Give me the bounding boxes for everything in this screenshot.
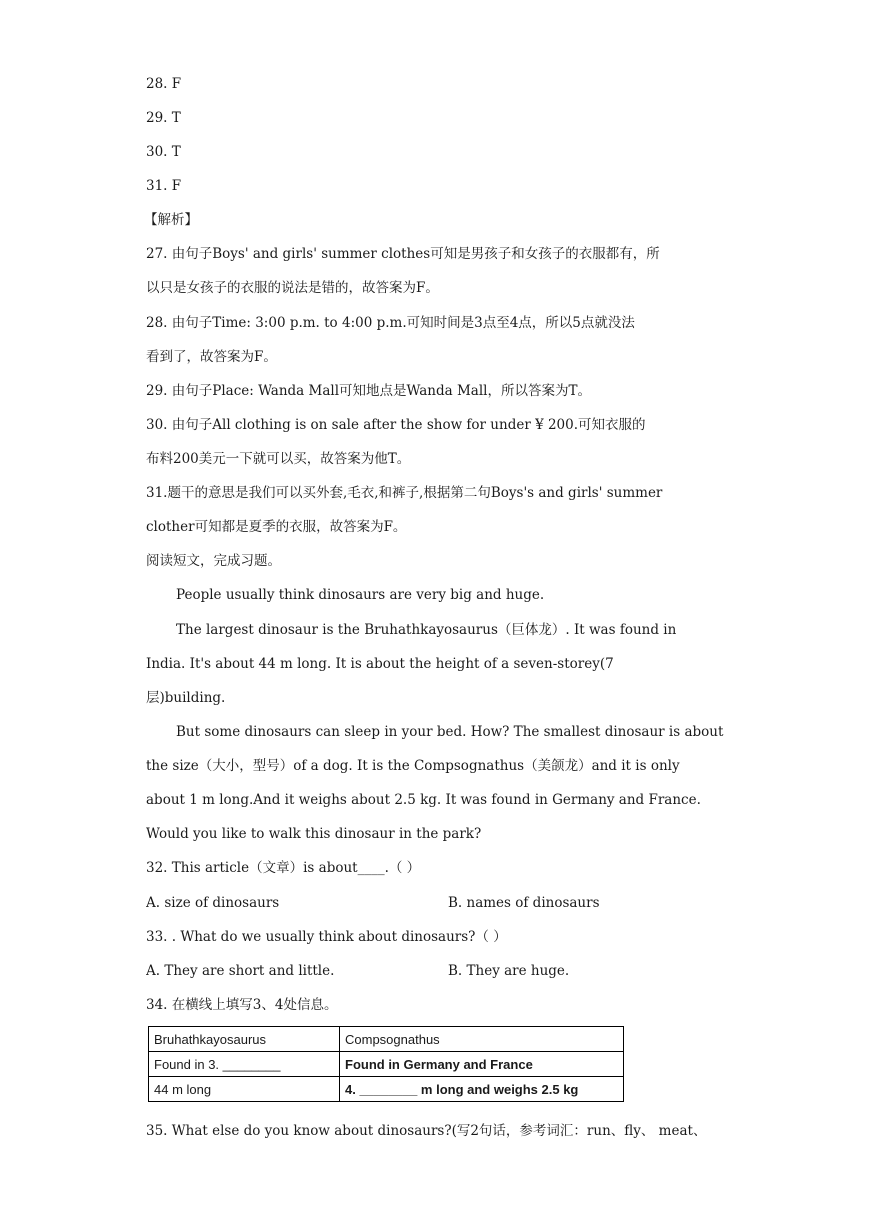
explanation-line: 29. 由句子Place: Wanda Mall可知地点是Wanda Mall，所以答案为T。 <box>146 383 591 399</box>
explanation-line: clother可知都是夏季的衣服，故答案为F。 <box>146 519 407 535</box>
passage-line: The largest dinosaur is the Bruhathkayosaurus（巨体龙）. It was found in <box>176 622 677 638</box>
passage-line: People usually think dinosaurs are very big and huge. <box>176 587 545 603</box>
table-row <box>149 1027 624 1052</box>
question-33-stem: 33. . What do we usually think about dinosaurs?（ ） <box>146 929 507 945</box>
passage-line: But some dinosaurs can sleep in your bed. How? The smallest dinosaur is about <box>176 724 724 740</box>
passage-line: the size（大小，型号）of a dog. It is the Compsognathus（美颌龙）and it is only <box>146 758 680 774</box>
question-33-option-a: A. They are short and little. <box>146 963 335 979</box>
explanation-line: 布料200美元一下就可以买，故答案为他T。 <box>146 451 411 467</box>
answer-31: 31. F <box>146 178 182 194</box>
reading-instruction: 阅读短文，完成习题。 <box>146 553 281 569</box>
table-cell: 44 m long <box>149 1077 340 1102</box>
answer-29: 29. T <box>146 110 181 126</box>
passage-line: 层)building. <box>146 690 226 706</box>
table-cell: Found in 3. ________ <box>149 1052 340 1077</box>
analysis-heading: 【解析】 <box>144 212 198 228</box>
question-32-option-a: A. size of dinosaurs <box>146 895 280 911</box>
table-cell: 4. ________ m long and weighs 2.5 kg <box>340 1077 624 1102</box>
table-row <box>149 1052 624 1077</box>
question-32-stem: 32. This article（文章）is about____.（ ） <box>146 860 421 876</box>
question-33-option-b: B. They are huge. <box>448 963 570 979</box>
table-row <box>149 1077 624 1102</box>
explanation-line: 27. 由句子Boys' and girls' summer clothes可知是男孩子和女孩子的衣服都有，所 <box>146 246 660 262</box>
table-cell: Bruhathkayosaurus <box>149 1027 340 1052</box>
dinosaur-info-table <box>148 1026 624 1102</box>
table-cell: Found in Germany and France <box>340 1052 624 1077</box>
question-34-stem: 34. 在横线上填写3、4处信息。 <box>146 997 338 1013</box>
answer-28: 28. F <box>146 76 182 92</box>
passage-line: Would you like to walk this dinosaur in the park? <box>146 826 482 842</box>
question-35-stem: 35. What else do you know about dinosaurs?(写2句话，参考词汇：run、fly、 meat、 <box>146 1123 707 1139</box>
passage-line: about 1 m long.And it weighs about 2.5 kg. It was found in Germany and France. <box>146 792 701 808</box>
passage-line: India. It's about 44 m long. It is about the height of a seven-storey(7 <box>146 656 614 672</box>
explanation-line: 31.题干的意思是我们可以买外套,毛衣,和裤子,根据第二句Boys's and girls' summer <box>146 485 663 501</box>
explanation-line: 以只是女孩子的衣服的说法是错的，故答案为F。 <box>146 280 439 296</box>
explanation-line: 看到了，故答案为F。 <box>146 349 277 365</box>
table-cell: Compsognathus <box>340 1027 624 1052</box>
answer-30: 30. T <box>146 144 181 160</box>
explanation-line: 28. 由句子Time: 3:00 p.m. to 4:00 p.m.可知时间是3点至4点，所以5点就没法 <box>146 315 635 331</box>
explanation-line: 30. 由句子All clothing is on sale after the show for under ¥ 200.可知衣服的 <box>146 417 646 433</box>
question-32-option-b: B. names of dinosaurs <box>448 895 600 911</box>
